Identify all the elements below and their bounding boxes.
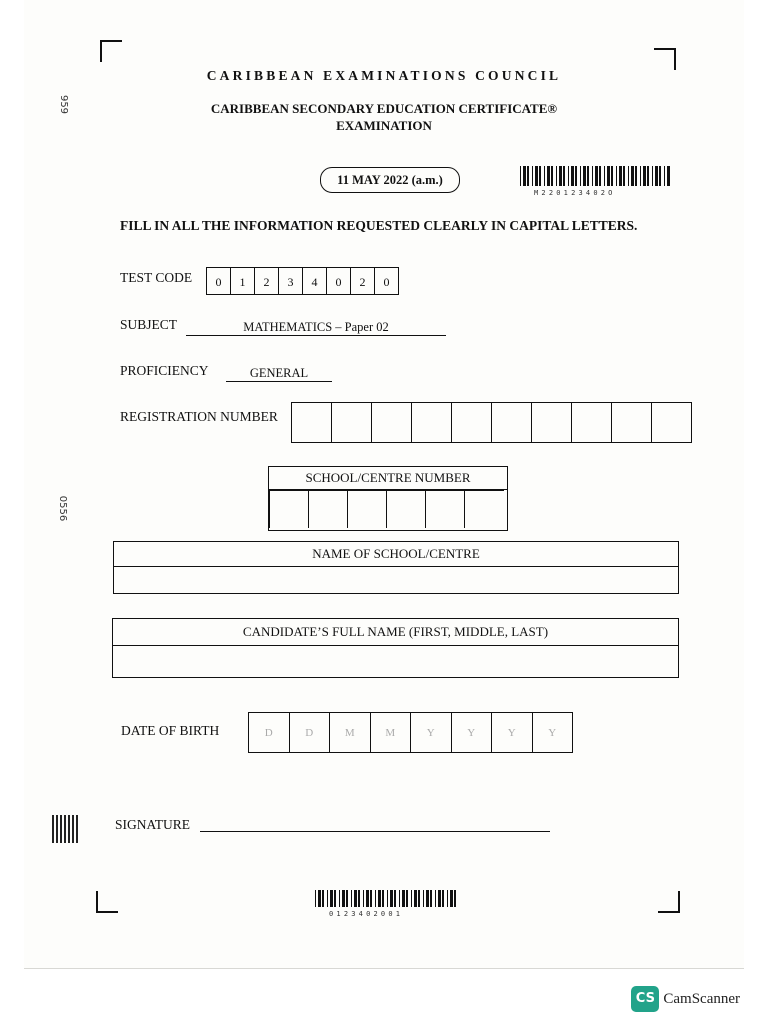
dob-box[interactable]: Y [491, 712, 533, 753]
test-code-boxes [207, 267, 399, 295]
fill-instruction: FILL IN ALL THE INFORMATION REQUESTED CLEARLY IN CAPITAL LETTERS. [120, 218, 638, 233]
dob-boxes[interactable] [249, 712, 573, 753]
proficiency-label: PROFICIENCY [120, 363, 209, 378]
subject-value: MATHEMATICS – Paper 02 [186, 320, 446, 336]
test-code-digit: 0 [326, 267, 351, 295]
signature-qr-code [52, 815, 80, 843]
dob-box[interactable]: Y [410, 712, 452, 753]
registration-digit-box[interactable] [331, 402, 372, 443]
corner-mark-bottom-left [96, 891, 118, 913]
dob-box[interactable]: Y [532, 712, 574, 753]
school-centre-digit-box[interactable] [425, 490, 465, 528]
top-barcode [520, 166, 672, 197]
bottom-barcode [315, 890, 457, 918]
registration-digit-box[interactable] [491, 402, 532, 443]
top-barcode-bars [520, 166, 672, 186]
council-name: CARIBBEAN EXAMINATIONS COUNCIL [206, 68, 562, 83]
bottom-barcode-bars [315, 890, 457, 907]
school-centre-number-boxes[interactable] [270, 490, 507, 528]
corner-mark-top-right [654, 48, 676, 70]
proficiency-value: GENERAL [226, 366, 332, 382]
bottom-barcode-digits: 0123402001 [329, 910, 404, 918]
test-code-digit: 2 [254, 267, 279, 295]
exam-title [0, 100, 768, 134]
dob-box[interactable]: M [329, 712, 371, 753]
test-code-digit: 2 [350, 267, 375, 295]
test-code-digit: 0 [206, 267, 231, 295]
side-number-top: 959 [58, 94, 70, 115]
school-name-label: NAME OF SCHOOL/CENTRE [114, 542, 678, 567]
test-code-label: TEST CODE [120, 270, 193, 285]
candidate-name-table [112, 618, 679, 678]
corner-mark-bottom-right [658, 891, 680, 913]
corner-mark-top-left [100, 40, 122, 62]
school-centre-digit-box[interactable] [386, 490, 426, 528]
exam-date: 11 MAY 2022 (a.m.) [320, 167, 460, 193]
registration-digit-box[interactable] [411, 402, 452, 443]
dob-box[interactable]: M [370, 712, 412, 753]
school-name-field[interactable] [114, 567, 678, 594]
school-centre-number-label: SCHOOL/CENTRE NUMBER [269, 467, 507, 490]
top-barcode-digits: M220123402O [534, 189, 616, 197]
subject-label: SUBJECT [120, 317, 178, 332]
test-code-digit: 0 [374, 267, 399, 295]
school-name-table [113, 541, 679, 594]
school-centre-digit-box[interactable] [308, 490, 348, 528]
dob-box[interactable]: Y [451, 712, 493, 753]
dob-label: DATE OF BIRTH [121, 723, 220, 738]
registration-digit-box[interactable] [531, 402, 572, 443]
registration-digit-box[interactable] [291, 402, 332, 443]
school-centre-digit-box[interactable] [347, 490, 387, 528]
school-centre-digit-box[interactable] [269, 490, 309, 528]
signature-label: SIGNATURE [115, 817, 191, 832]
candidate-name-label: CANDIDATE’S FULL NAME (FIRST, MIDDLE, LAST) [113, 619, 678, 646]
camscanner-logo-icon: CS [631, 986, 659, 1012]
exam-title-line2: EXAMINATION [336, 118, 432, 133]
candidate-name-field[interactable] [113, 646, 678, 678]
exam-title-line1: CARIBBEAN SECONDARY EDUCATION CERTIFICATE® [210, 101, 558, 116]
test-code-digit: 4 [302, 267, 327, 295]
registration-digit-box[interactable] [571, 402, 612, 443]
school-centre-digit-box[interactable] [464, 490, 504, 528]
registration-digit-box[interactable] [611, 402, 652, 443]
registration-digit-box[interactable] [651, 402, 692, 443]
school-centre-number-table [268, 466, 508, 531]
signature-line[interactable] [200, 831, 550, 832]
registration-digit-box[interactable] [371, 402, 412, 443]
camscanner-watermark [631, 986, 740, 1012]
camscanner-text: CamScanner [663, 990, 740, 1007]
dob-box[interactable]: D [289, 712, 331, 753]
test-code-digit: 1 [230, 267, 255, 295]
qr-pattern [52, 815, 80, 843]
registration-digit-box[interactable] [451, 402, 492, 443]
registration-boxes[interactable] [292, 402, 692, 443]
registration-label: REGISTRATION NUMBER [120, 409, 278, 424]
test-code-digit: 3 [278, 267, 303, 295]
side-number-middle: 0556 [57, 495, 69, 522]
dob-box[interactable]: D [248, 712, 290, 753]
